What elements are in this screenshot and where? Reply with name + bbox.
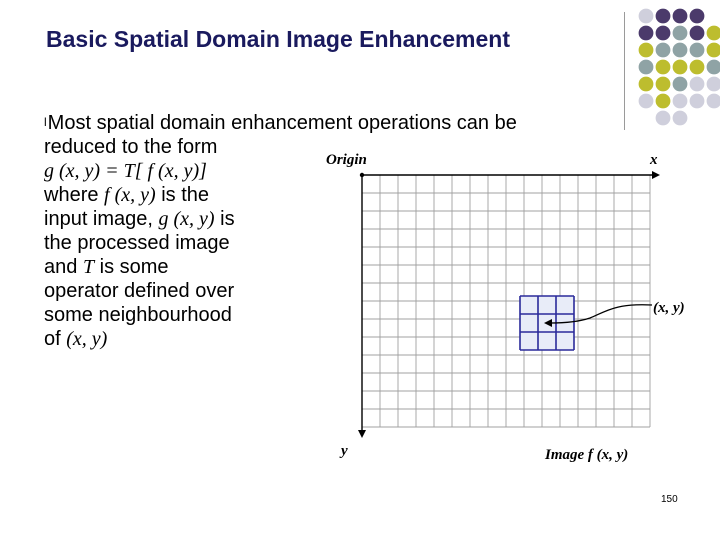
- body-line-9: some neighbourhood: [44, 304, 232, 326]
- origin-label: Origin: [326, 152, 367, 168]
- bullet-icon: l: [44, 114, 47, 129]
- pixel-grid: [362, 175, 650, 427]
- slide-title: Basic Spatial Domain Image Enhancement: [46, 26, 510, 52]
- y-axis-arrow: [358, 175, 366, 438]
- formula: g (x, y) = T[ f (x, y)]: [44, 160, 207, 182]
- body-line-4: where f (x, y) is the: [44, 184, 210, 206]
- body-line-7: and T is some: [44, 256, 169, 278]
- body-line-5: input image, g (x, y) is: [44, 208, 235, 230]
- point-label: (x, y): [653, 300, 685, 316]
- page-number: 150: [661, 494, 678, 505]
- body-line-10: of (x, y): [44, 328, 108, 350]
- body-line-6: the processed image: [44, 232, 230, 254]
- origin-marker: [360, 173, 364, 177]
- body-line-8: operator defined over: [44, 280, 235, 302]
- y-axis-label: y: [341, 443, 348, 459]
- body-line-2: reduced to the form: [44, 136, 218, 158]
- x-axis-arrow: [362, 171, 660, 179]
- x-axis-label: x: [650, 152, 658, 168]
- image-caption: Image f (x, y): [545, 447, 629, 463]
- body-line-1: lMost spatial domain enhancement operations can be: [44, 112, 517, 134]
